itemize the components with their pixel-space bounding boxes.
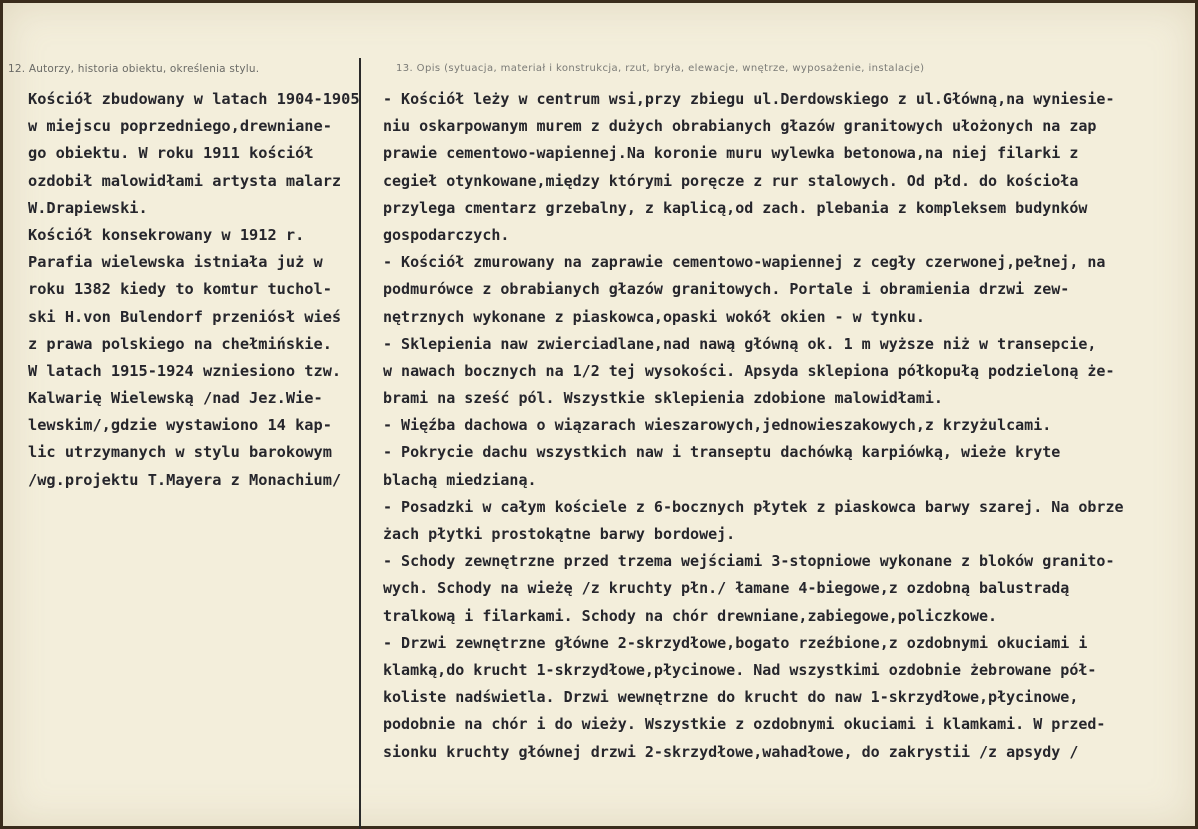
text-line: - Sklepienia naw zwierciadlane,nad nawą główną ok. 1 m wyższe niż w transepcie, [383, 334, 1097, 353]
text-line: podmurówce z obrabianych głazów granitowych. Portale i obramienia drzwi zew- [383, 280, 1070, 299]
text-line: nętrznych wykonane z piaskowca,opaski wokół okien - w tynku. [383, 307, 925, 326]
text-line: ski H.von Bulendorf przeniósł wieś [28, 307, 342, 326]
text-line: z prawa polskiego na chełmińskie. [28, 334, 332, 353]
left-column-text [28, 86, 368, 494]
text-line: klamką,do krucht 1-skrzydłowe,płycinowe. Nad wszystkimi ozdobnie żebrowane pół- [383, 660, 1097, 679]
text-line: lic utrzymanych w stylu barokowym [28, 443, 332, 462]
text-line: W.Drapiewski. [28, 198, 148, 217]
text-line: prawie cementowo-wapiennej.Na koronie muru wylewka betonowa,na niej filarki z [383, 144, 1079, 163]
text-line: wych. Schody na wieżę /z kruchty płn./ łamane 4-biegowe,z ozdobną balustradą [383, 579, 1070, 598]
text-line: Kalwarię Wielewską /nad Jez.Wie- [28, 389, 323, 408]
text-line: w nawach bocznych na 1/2 tej wysokości. Apsyda sklepiona półkopułą podzieloną że- [383, 361, 1115, 380]
text-line: koliste nadświetla. Drzwi wewnętrzne do krucht do naw 1-skrzydłowe,płycinowe, [383, 688, 1079, 707]
left-column-header: 12. Autorzy, historia obiektu, określenia stylu. [8, 63, 260, 75]
text-line: Kościół konsekrowany w 1912 r. [28, 225, 305, 244]
text-line: ozdobił malowidłami artysta malarz [28, 171, 342, 190]
text-line: - Drzwi zewnętrzne główne 2-skrzydłowe,bogato rzeźbione,z ozdobnymi okuciami i [383, 633, 1088, 652]
text-line: - Kościół zmurowany na zaprawie cementowo-wapiennej z cegły czerwonej,pełnej, na [383, 253, 1106, 272]
text-line: /wg.projektu T.Mayera z Monachium/ [28, 470, 342, 489]
text-line: cegieł otynkowane,między którymi poręcze z rur stalowych. Od płd. do kościoła [383, 171, 1079, 190]
text-line: blachą miedzianą. [383, 470, 537, 489]
text-line: roku 1382 kiedy to komtur tuchol- [28, 280, 332, 299]
text-line: niu oskarpowanym murem z dużych obrabianych głazów granitowych ułożonych na zap [383, 117, 1097, 136]
text-line: W latach 1915-1924 wzniesiono tzw. [28, 361, 342, 380]
text-line: przylega cmentarz grzebalny, z kaplicą,od zach. plebania z kompleksem budynków [383, 198, 1088, 217]
text-line: w miejscu poprzedniego,drewniane- [28, 117, 332, 136]
text-line: go obiektu. W roku 1911 kościół [28, 144, 314, 163]
text-line: - Schody zewnętrzne przed trzema wejściami 3-stopniowe wykonane z bloków granito- [383, 552, 1115, 571]
right-column-text [383, 86, 1195, 766]
text-line: gospodarczych. [383, 225, 510, 244]
text-line: podobnie na chór i do wieży. Wszystkie z ozdobnymi okuciami i klamkami. W przed- [383, 715, 1106, 734]
text-line: - Kościół leży w centrum wsi,przy zbiegu ul.Derdowskiego z ul.Główną,na wyniesie- [383, 90, 1115, 108]
text-line: - Posadzki w całym kościele z 6-bocznych płytek z piaskowca barwy szarej. Na obrze [383, 497, 1124, 516]
text-line: Parafia wielewska istniała już w [28, 253, 323, 272]
text-line: Kościół zbudowany w latach 1904-1905 [28, 90, 360, 108]
right-column-header: 13. Opis (sytuacja, materiał i konstrukcja, rzut, bryła, elewacje, wnętrze, wyposażenie, instalacje) [396, 63, 925, 74]
text-line: żach płytki prostokątne barwy bordowej. [383, 525, 736, 543]
text-line: - Więźba dachowa o wiązarach wieszarowych,jednowieszakowych,z krzyżulcami. [383, 416, 1052, 435]
text-line: - Pokrycie dachu wszystkich naw i transeptu dachówką karpiówką, wieże kryte [383, 443, 1061, 462]
text-line: lewskim/,gdzie wystawiono 14 kap- [28, 416, 332, 435]
text-line: sionku kruchty głównej drzwi 2-skrzydłowe,wahadłowe, do zakrystii /z apsydy / [383, 742, 1079, 761]
text-line: brami na sześć pól. Wszystkie sklepienia zdobione malowidłami. [383, 389, 943, 408]
text-line: tralkową i filarkami. Schody na chór drewniane,zabiegowe,policzkowe. [383, 606, 998, 625]
